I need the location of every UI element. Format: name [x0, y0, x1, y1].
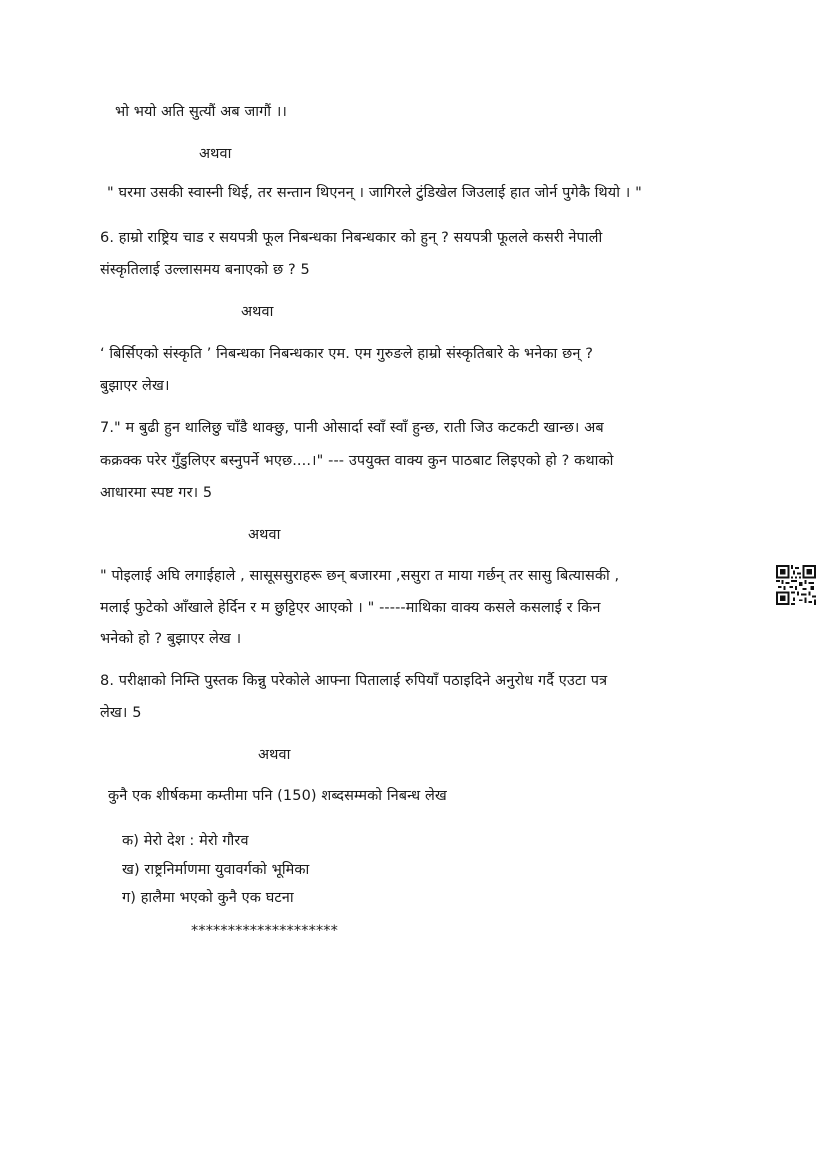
- question-7-alternative-line-1: " पोइलाई अघि लगाईहाले , सासूससुराहरू छन् बजारमा ,ससुरा त माया गर्छन् तर सासु बित्यासकी ,: [100, 568, 620, 584]
- question-7-line-2: कक्रक्क परेर गुँडुलिएर बस्नुपर्ने भएछ....।" --- उपयुक्त वाक्य कुन पाठबाट लिइएको हो ? कथाको: [100, 453, 614, 469]
- question-6-line-1: 6. हाम्रो राष्ट्रिय चाड र सयपत्री फूल निबन्धका निबन्धकार को हुन् ? सयपत्री फूलले कसरी नेपाली: [100, 230, 603, 246]
- or-divider: अथवा: [241, 304, 274, 320]
- essay-prompt: कुनै एक शीर्षकमा कम्तीमा पनि (150) शब्दसम्मको निबन्ध लेख: [108, 788, 447, 804]
- or-divider: अथवा: [199, 146, 232, 162]
- end-marker: ********************: [191, 923, 338, 939]
- question-7-alternative-line-2: मलाई फुटेको आँखाले हेर्दिन र म छुट्टिएर आएको । " -----माथिका वाक्य कसले कसलाई र किन: [100, 600, 601, 616]
- qr-code-icon: [776, 565, 816, 605]
- essay-option: क) मेरो देश : मेरो गौरव: [122, 833, 249, 849]
- essay-option: ख) राष्ट्रनिर्माणमा युवावर्गको भूमिका: [122, 862, 310, 878]
- question-7-line-1: 7." म बुढी हुन थालिछु चाँडै थाक्छु, पानी ओसार्दा स्वाँ स्वाँ हुन्छ, राती जिउ कटकटी खान्छ। अब: [100, 420, 604, 436]
- or-divider: अथवा: [258, 747, 291, 763]
- question-6-alternative-line-2: बुझाएर लेख।: [100, 378, 170, 394]
- question-6-line-2: संस्कृतिलाई उल्लासमय बनाएको छ ? 5: [100, 262, 310, 278]
- essay-option: ग) हालैमा भएको कुनै एक घटना: [122, 890, 294, 906]
- question-8-line-1: 8. परीक्षाको निम्ति पुस्तक किन्नु परेकोले आफ्ना पितालाई रुपियाँ पठाइदिने अनुरोध गर्दै एउटा पत्र: [100, 673, 608, 689]
- question-5-alternative: " घरमा उसकी स्वास्नी थिई, तर सन्तान थिएनन् । जागिरले टुंडिखेल जिउलाई हात जोर्न पुगेकै थियो । ": [107, 185, 642, 201]
- or-divider: अथवा: [248, 527, 281, 543]
- question-7-alternative-line-3: भनेको हो ? बुझाएर लेख ।: [100, 631, 242, 647]
- question-7-line-3: आधारमा स्पष्ट गर। 5: [100, 485, 213, 501]
- question-8-line-2: लेख। 5: [100, 705, 142, 721]
- question-6-alternative-line-1: ‘ बिर्सिएको संस्कृति ’ निबन्धका निबन्धकार एम. एम गुरुङले हाम्रो संस्कृतिबारे के भनेका छन् ?: [100, 346, 594, 362]
- poem-closing-line: भो भयो अति सुत्यौं अब जागौं ।।: [115, 104, 288, 120]
